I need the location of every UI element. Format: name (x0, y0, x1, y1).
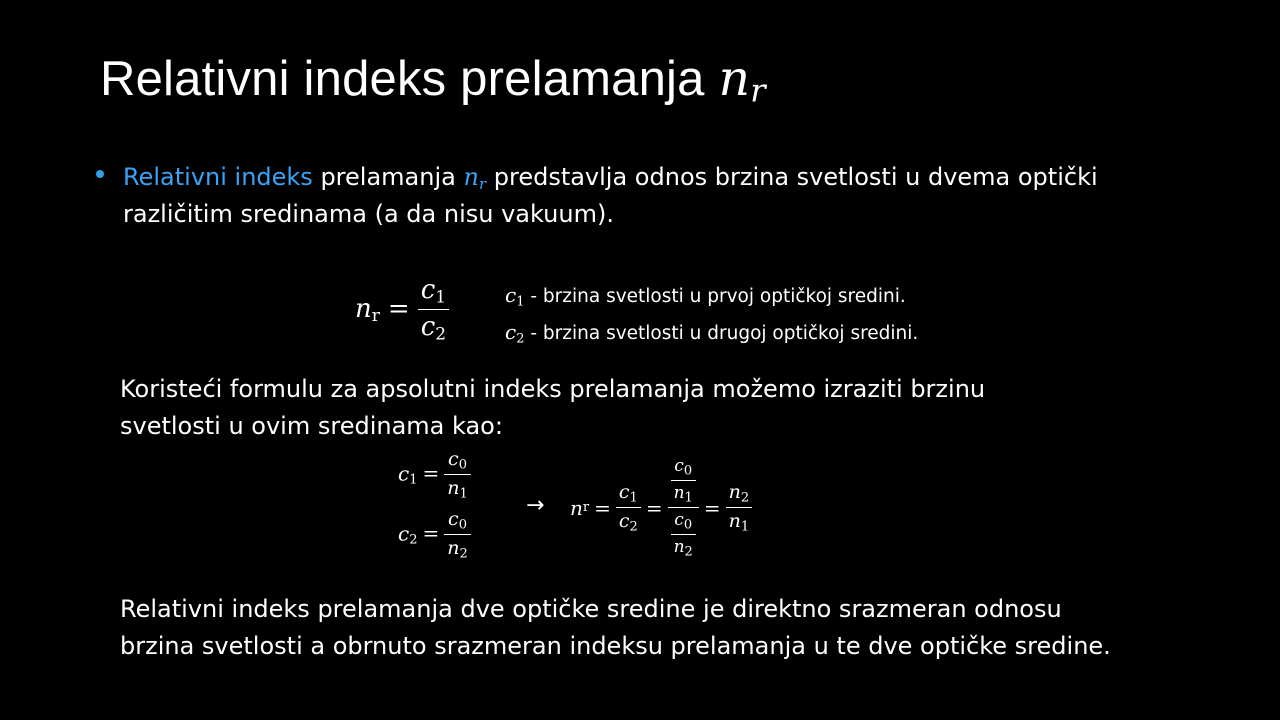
title-symbol: $n_r$ (718, 50, 766, 110)
paragraph-2: Relativni indeks prelamanja dve optičke sredine je direktno srazmeran odnosu brzina svetlosti a obrnuto srazmeran indeksu prelamanja u te dve optičke sredine. (120, 595, 1111, 660)
main-fraction: $\frac{c_1}{c_2}$ (418, 275, 449, 345)
paragraph-1: Koristeći formulu za apsolutni indeks prelamanja možemo izraziti brzinu svetlosti u ovim sredinama kao: (120, 375, 986, 440)
derived-formula: n r = $\frac{c_1}{c_2}$ = $\frac{\frac{c_0}{n_1}}{\frac{c_0}{n_2}}$ = $\frac{n_2}{n_1}$ (570, 450, 752, 565)
definition-item: $c_1$ - brzina svetlosti u prvoj optičkoj sredini. (505, 283, 906, 310)
equation-c2: $c_2$ = $\frac{c_0}{n_2}$ (398, 508, 471, 568)
bullet-icon (96, 170, 104, 178)
definitions (505, 280, 918, 355)
equation-c1: $c_1$ = $\frac{c_0}{n_1}$ (398, 448, 471, 508)
compound-fraction: $\frac{\frac{c_0}{n_1}}{\frac{c_0}{n_2}}$ (668, 456, 699, 560)
arrow-icon: → (526, 493, 545, 518)
title-text: Relativni indeks prelamanja (100, 52, 705, 106)
speed-equations (398, 448, 471, 568)
bullet-line-2: različitim sredinama (a da nisu vakuum). (123, 200, 614, 228)
bullet-highlight: Relativni indeks (123, 163, 313, 191)
bullet-line-1: Relativni indeks prelamanja $n_r$ predstavlja odnos brzina svetlosti u dvema optički (123, 163, 1098, 193)
definition-item: $c_2$ - brzina svetlosti u drugoj optičkoj sredini. (505, 320, 919, 347)
main-formula: $n_r$ = $\frac{c_1}{c_2}$ (355, 275, 449, 355)
slide-title (100, 50, 766, 109)
bullet-symbol: $n_r$ (463, 163, 487, 193)
